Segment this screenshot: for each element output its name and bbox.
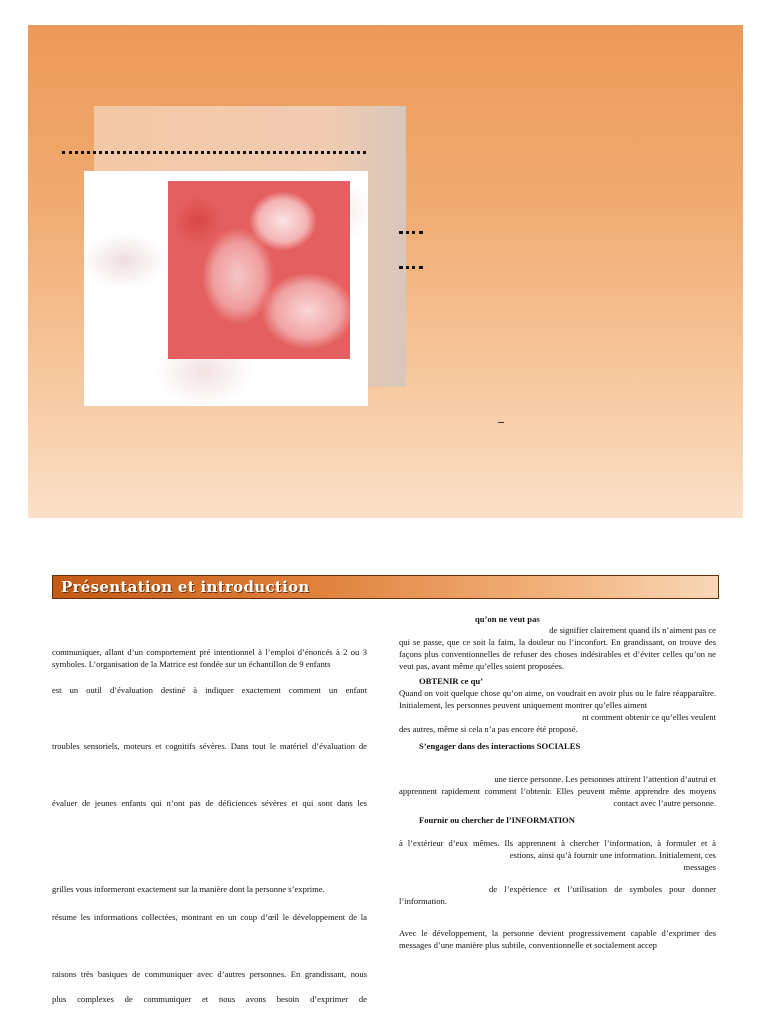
left-paragraph-6: résume les informations collectées, montrant en un coup d’œil le développement de la: [52, 912, 367, 922]
heading-refuse: qu’on ne veut pas: [475, 614, 540, 624]
left-paragraph-8: plus complexes de communiquer et nous avons besoin d’exprimer de: [52, 994, 367, 1004]
small-dash-mark: [498, 422, 504, 423]
left-paragraph-4: évaluer de jeunes enfants qui n’ont pas de déficiences sévères et qui sont dans les: [52, 798, 367, 808]
left-paragraph-7: raisons très basiques de communiquer avec d’autres personnes. En grandissant, nous: [52, 969, 367, 979]
hero-banner: [28, 25, 743, 518]
info-text-4: l’information.: [399, 896, 447, 906]
left-paragraph-1: communiquer, allant d’un comportement pré intentionnel à l’emploi d’énoncés à 2 ou 3 symboles. L’organisation de la Matrice est fondée sur un échantillon de 9 enfants: [52, 647, 367, 669]
info-text-1: à l’extérieur d’eux mêmes. Ils apprennent à chercher l’information, à formuler et à: [399, 838, 716, 848]
section-title-bar: [52, 575, 719, 599]
hero-photo: [84, 171, 368, 406]
heading-information: Fournir ou chercher de l’INFORMATION: [419, 815, 575, 825]
refuse-text-1: de signifier clairement quand ils n’aiment pas ce: [549, 625, 716, 635]
info-text-2: estions, ainsi qu’à fournir une information. Initialement, ces messages: [509, 850, 716, 872]
social-text-3: contact avec l’autre personne.: [613, 798, 716, 808]
heading-obtain: OBTENIR ce qu’: [419, 676, 483, 686]
development-text: Avec le développement, la personne devient progressivement capable d’exprimer des messages d’une manière plus subtile, conventionnelle et socialement accep: [399, 928, 716, 950]
info-text-3: de l’expérience et l’utilisation de symboles pour donner: [489, 884, 716, 894]
social-text-2: apprennent rapidement comment l’obtenir. Elles peuvent même apprendre des moyens: [399, 786, 716, 796]
refuse-text-2: qui se passe, que ce soit la faim, la douleur ou l’inconfort. En grandissant, on trouve des façons plus conventionnelles de refuser des choses indésirables et d’éviter celles qu’on ne veut pas, avant même qu’elles soient proposées.: [399, 637, 716, 671]
hero-photo-tinted-inset: [168, 181, 350, 359]
dotted-rule-short-1: [399, 231, 423, 234]
dotted-rule-top: [62, 151, 366, 154]
left-paragraph-5: grilles vous informeront exactement sur la manière dont la personne s’exprime.: [52, 884, 325, 894]
heading-social: S’engager dans des interactions SOCIALES: [419, 741, 581, 751]
dotted-rule-short-2: [399, 266, 423, 269]
section-title: Présentation et introduction: [61, 578, 310, 596]
obtain-text-2: nt comment obtenir ce qu’elles veulent: [582, 712, 716, 722]
obtain-text-1: Quand on voit quelque chose qu’on aime, on voudrait en avoir plus ou le faire réapparaître. Initialement, les personnes peuvent uniquement montrer qu’elles aiment: [399, 688, 716, 710]
obtain-text-3: des autres, même si cela n’a pas encore été proposé.: [399, 724, 578, 734]
left-paragraph-3: troubles sensoriels, moteurs et cognitifs sévères. Dans tout le matériel d’évaluation de: [52, 741, 367, 751]
social-text-1: une tierce personne. Les personnes attirent l’attention d’autrui et: [494, 774, 716, 784]
left-paragraph-2: est un outil d’évaluation destiné à indiquer exactement comment un enfant: [52, 685, 367, 695]
